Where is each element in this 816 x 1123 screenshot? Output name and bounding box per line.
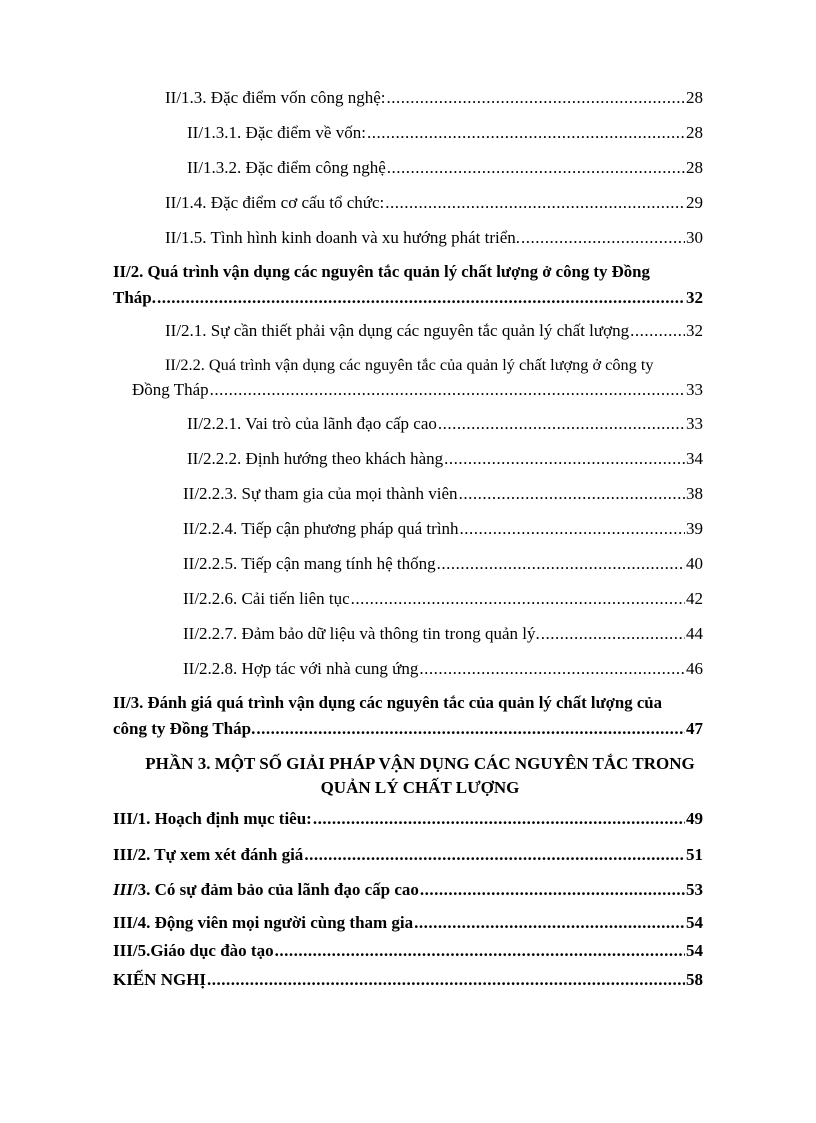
toc-entry-label-line1: II/2. Quá trình vận dụng các nguyên tắc quản lý chất lượng ở công ty Đồng	[113, 262, 650, 281]
toc-entry-label: II/1.3. Đặc điểm vốn công nghệ:	[165, 88, 386, 107]
toc-entry-label: III/4. Động viên mọi người cùng tham gia	[113, 913, 414, 932]
toc-page-number: 47	[686, 719, 703, 738]
toc-entry-label: II/2.2.4. Tiếp cận phương pháp quá trình	[183, 519, 459, 538]
toc-page-number: 40	[686, 554, 703, 573]
dot-leader	[275, 941, 685, 961]
toc-entry[interactable]	[165, 193, 703, 213]
dot-leader	[541, 624, 685, 644]
toc-entry[interactable]	[113, 809, 703, 829]
section-heading-line2: QUẢN LÝ CHẤT LƯỢNG	[320, 778, 520, 797]
toc-entry[interactable]	[187, 414, 703, 434]
toc-entry-label: II/2.2.5. Tiếp cận mang tính hệ thống	[183, 554, 436, 573]
toc-entry-label: II/2.2.7. Đảm bảo dữ liệu và thông tin trong quản lý.	[183, 624, 540, 643]
dot-leader	[460, 519, 685, 539]
dot-leader	[351, 589, 685, 609]
dot-leader	[437, 554, 685, 574]
toc-page-number: 42	[686, 589, 703, 608]
dot-leader	[304, 845, 685, 865]
toc-entry-label: II/1.4. Đặc điểm cơ cấu tổ chức:	[165, 193, 385, 212]
toc-entry-label: II/2.2.2. Định hướng theo khách hàng	[187, 449, 444, 468]
toc-entry[interactable]	[187, 158, 703, 178]
toc-entry-label: công ty Đồng Tháp.	[113, 719, 256, 738]
dot-leader	[420, 880, 685, 900]
toc-page-number: 34	[686, 449, 703, 468]
toc-page-number: 44	[686, 624, 703, 643]
dot-leader	[414, 913, 685, 933]
dot-leader	[459, 484, 685, 504]
dot-leader	[387, 158, 685, 178]
toc-entry[interactable]	[165, 228, 703, 248]
toc-entry[interactable]	[132, 380, 703, 400]
toc-entry-label: II/2.1. Sự cần thiết phải vận dụng các nguyên tắc quản lý chất lượng	[165, 321, 630, 340]
toc-entry-label: III/2. Tự xem xét đánh giá	[113, 845, 304, 864]
toc-page-number: 33	[686, 414, 703, 433]
toc-entry[interactable]	[183, 624, 703, 644]
dot-leader	[207, 970, 685, 990]
toc-entry[interactable]	[187, 123, 703, 143]
toc-page-number: 46	[686, 659, 703, 678]
toc-page-number: 39	[686, 519, 703, 538]
toc-page-number: 30	[686, 228, 703, 247]
toc-page-number: 29	[686, 193, 703, 212]
dot-leader	[367, 123, 685, 143]
toc-entry-label	[113, 880, 419, 900]
toc-entry-label: II/2.2.3. Sự tham gia của mọi thành viên	[183, 484, 458, 503]
toc-entry-label: Đồng Tháp	[132, 380, 209, 399]
toc-entry[interactable]	[113, 913, 703, 933]
toc-entry-label-line1: II/2.2. Quá trình vận dụng các nguyên tắc của quản lý chất lượng ở công ty	[165, 355, 654, 374]
toc-entry-prefix: III	[113, 880, 133, 899]
dot-leader	[210, 380, 685, 400]
toc-page-number: 53	[686, 880, 703, 899]
toc-entry-label: II/2.2.1. Vai trò của lãnh đạo cấp cao	[187, 414, 437, 433]
toc-entry[interactable]	[183, 554, 703, 574]
toc-page-number: 54	[686, 913, 703, 932]
dot-leader	[256, 719, 685, 739]
toc-page-number: 28	[686, 158, 703, 177]
toc-page-number: 49	[686, 809, 703, 828]
section-heading-line1: PHẦN 3. MỘT SỐ GIẢI PHÁP VẬN DỤNG CÁC NGUYÊN TẮC TRONG	[145, 754, 695, 773]
dot-leader	[438, 414, 685, 434]
toc-page-number: 54	[686, 941, 703, 960]
toc-page-number: 38	[686, 484, 703, 503]
dot-leader	[313, 809, 685, 829]
toc-page-number: 58	[686, 970, 703, 989]
toc-entry-label: II/1.3.1. Đặc điểm về vốn:	[187, 123, 366, 142]
toc-entry[interactable]	[113, 288, 703, 308]
toc-entry[interactable]	[183, 659, 703, 679]
dot-leader	[419, 659, 685, 679]
dot-leader	[385, 193, 685, 213]
dot-leader	[521, 228, 685, 248]
toc-entry[interactable]	[165, 321, 703, 341]
toc-entry[interactable]	[183, 519, 703, 539]
dot-leader	[157, 288, 685, 308]
toc-entry-label-line1: II/3. Đánh giá quá trình vận dụng các nguyên tắc của quản lý chất lượng của	[113, 693, 663, 712]
toc-page-number: 28	[686, 123, 703, 142]
toc-entry-label: Tháp.	[113, 288, 156, 307]
toc-entry[interactable]	[113, 880, 703, 900]
toc-entry[interactable]	[183, 484, 703, 504]
toc-entry-label: III/5.Giáo dục đào tạo	[113, 941, 274, 960]
toc-entry[interactable]	[183, 589, 703, 609]
toc-entry-label: II/1.3.2. Đặc điểm công nghệ	[187, 158, 386, 177]
toc-entry[interactable]	[113, 941, 703, 961]
toc-page-number: 32	[686, 288, 703, 307]
toc-entry-label: II/2.2.8. Hợp tác với nhà cung ứng	[183, 659, 419, 678]
toc-entry[interactable]	[113, 970, 703, 990]
toc-page-number: 33	[686, 380, 703, 399]
toc-entry-label: III/1. Hoạch định mục tiêu:	[113, 809, 312, 828]
dot-leader	[386, 88, 685, 108]
toc-entry[interactable]	[113, 845, 703, 865]
toc-page-number: 32	[686, 321, 703, 340]
toc-entry[interactable]	[113, 719, 703, 739]
toc-entry-label: II/1.5. Tình hình kinh doanh và xu hướng phát triển.	[165, 228, 521, 247]
toc-page-number: 51	[686, 845, 703, 864]
toc-entry-label: II/2.2.6. Cải tiến liên tục	[183, 589, 350, 608]
toc-entry[interactable]	[187, 449, 703, 469]
dot-leader	[444, 449, 685, 469]
toc-page-number: 28	[686, 88, 703, 107]
dot-leader	[630, 321, 685, 341]
toc-entry-label-text: /3. Có sự đảm bảo của lãnh đạo cấp cao	[132, 880, 419, 899]
toc-entry[interactable]	[165, 88, 703, 108]
toc-entry-label: KIẾN NGHỊ	[113, 970, 207, 989]
